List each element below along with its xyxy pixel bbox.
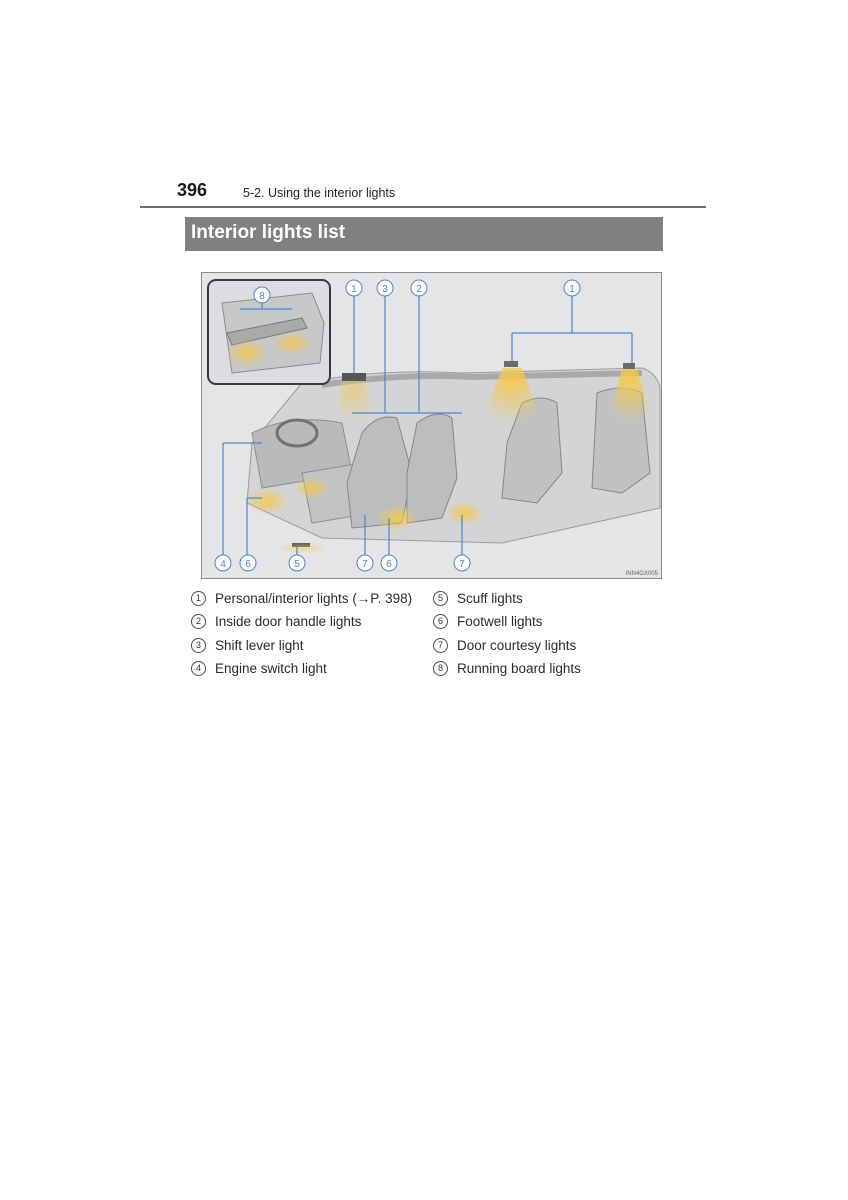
car-interior-drawing: [202, 273, 662, 579]
legend-label: Scuff lights: [457, 590, 523, 606]
legend-number: 1: [191, 591, 206, 606]
svg-text:7: 7: [459, 559, 465, 570]
callout-2: [411, 280, 427, 296]
rear-dome-lamp: [504, 361, 518, 367]
third-row-dome-lamp: [623, 363, 635, 369]
svg-text:1: 1: [351, 284, 357, 295]
callout-1-rear: [564, 280, 580, 296]
svg-text:6: 6: [245, 559, 251, 570]
legend-label: Personal/interior lights (→P. 398): [215, 590, 413, 606]
legend-number: 8: [433, 661, 448, 676]
page-header: [140, 178, 706, 208]
callout-3: [377, 280, 393, 296]
legend-label: Footwell lights: [457, 613, 543, 629]
legend-label: Running board lights: [457, 660, 581, 676]
legend-item: [191, 611, 361, 631]
callout-4: [215, 555, 231, 571]
svg-text:5: 5: [294, 559, 300, 570]
legend-item: [433, 588, 523, 608]
legend-label: Engine switch light: [215, 660, 327, 676]
title-bar: [185, 217, 663, 251]
legend-item: [433, 635, 576, 655]
svg-text:4: 4: [220, 559, 226, 570]
svg-text:7: 7: [362, 559, 368, 570]
page-number: 396: [177, 180, 208, 200]
section-title: 5-2. Using the interior lights: [243, 186, 396, 200]
legend-item: [191, 635, 304, 655]
legend: [191, 588, 611, 688]
figure-code: INN4GX005: [625, 571, 658, 577]
svg-text:2: 2: [416, 284, 422, 295]
inset-glow-rear: [272, 331, 312, 355]
shift-glow: [294, 476, 330, 500]
legend-item: [433, 658, 581, 678]
scuff-glow: [277, 542, 327, 554]
legend-label: Shift lever light: [215, 637, 304, 653]
callout-7-rear: [454, 555, 470, 571]
svg-text:6: 6: [386, 559, 392, 570]
passenger-footwell-glow: [375, 504, 419, 532]
header-rule: [140, 206, 706, 208]
callout-1-front: [346, 280, 362, 296]
legend-item: [191, 588, 412, 608]
courtesy-glow: [444, 501, 484, 525]
legend-label: Inside door handle lights: [215, 613, 362, 629]
legend-number: 3: [191, 638, 206, 653]
legend-number: 6: [433, 614, 448, 629]
legend-number: 7: [433, 638, 448, 653]
interior-lights-illustration: [201, 272, 662, 579]
legend-label: Door courtesy lights: [457, 637, 577, 653]
callout-5: [289, 555, 305, 571]
legend-item: [191, 658, 327, 678]
callout-8: [254, 287, 270, 303]
legend-number: 2: [191, 614, 206, 629]
callout-7-front: [357, 555, 373, 571]
driver-footwell-glow: [245, 487, 289, 515]
svg-text:1: 1: [569, 284, 575, 295]
callout-6-rear: [381, 555, 397, 571]
legend-number: 4: [191, 661, 206, 676]
legend-item: [433, 611, 543, 631]
svg-text:3: 3: [382, 284, 388, 295]
inset-glow-front: [225, 339, 269, 367]
front-overhead-console: [342, 373, 366, 381]
callout-6-front: [240, 555, 256, 571]
legend-number: 5: [433, 591, 448, 606]
page-title: Interior lights list: [191, 222, 346, 243]
svg-text:8: 8: [259, 291, 265, 302]
